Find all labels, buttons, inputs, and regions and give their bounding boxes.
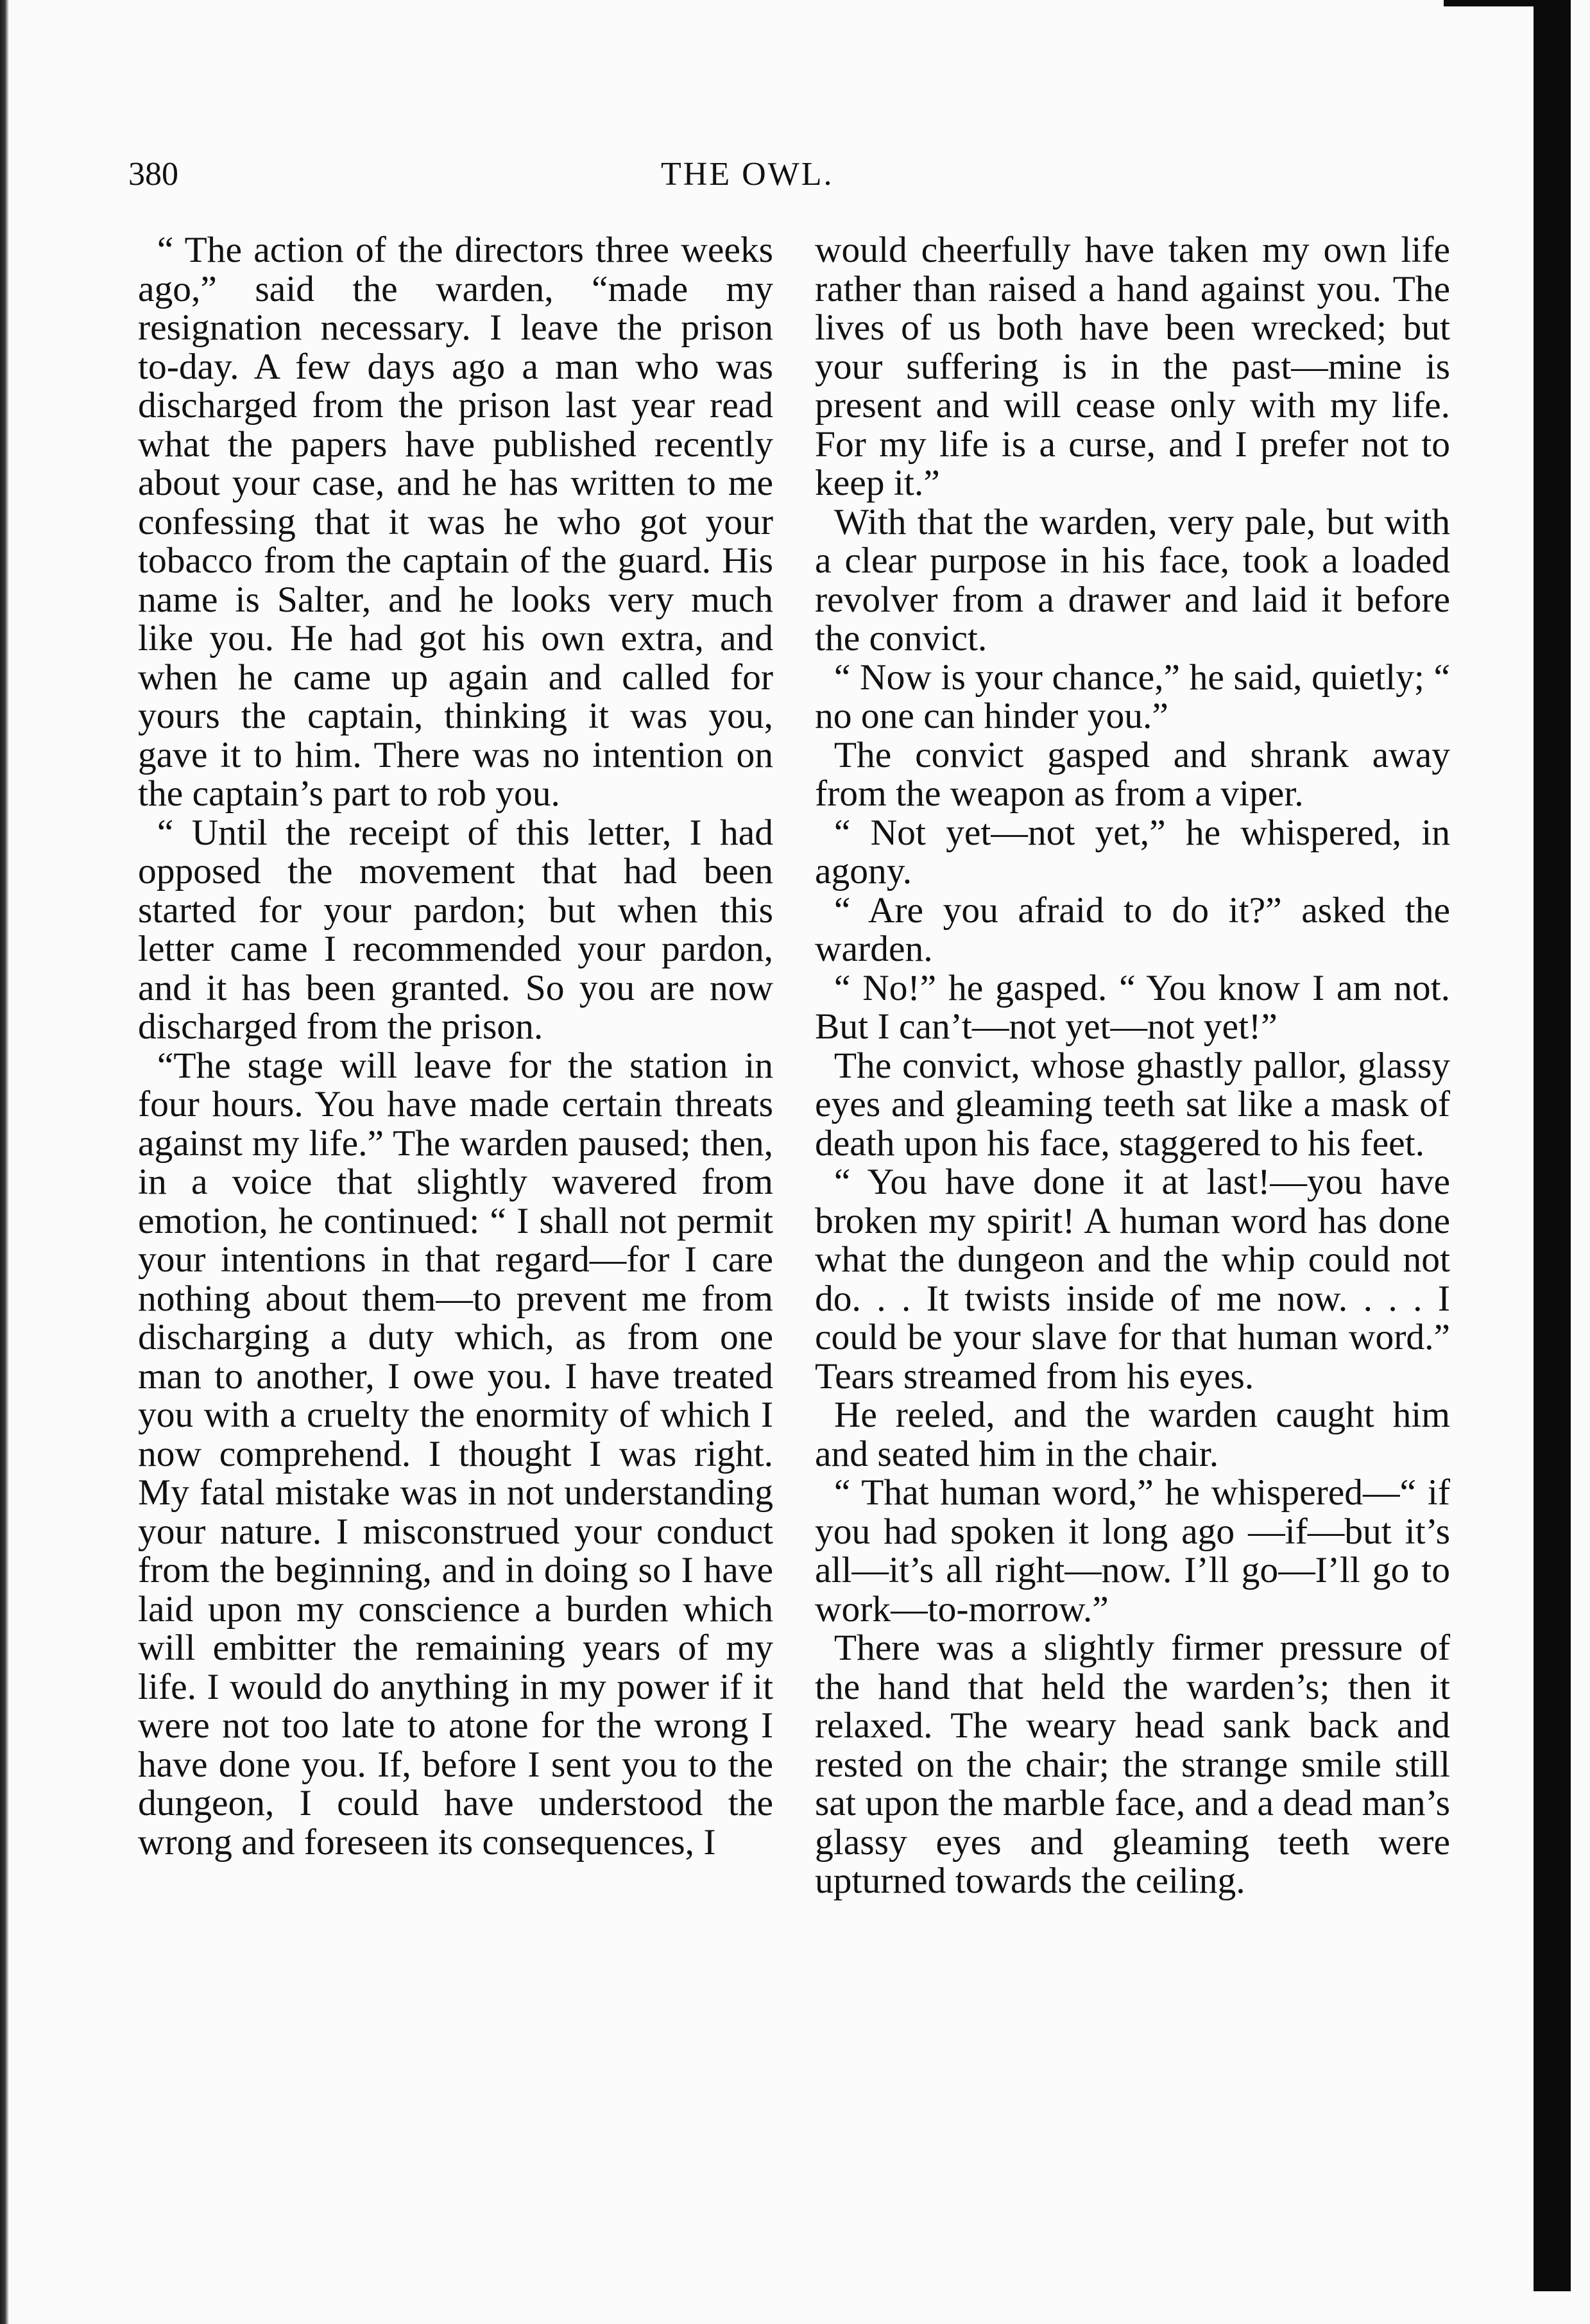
- paragraph: “ That human word,” he whispered—“ if you had spoken it long ago —if—but it’s all—it’s all right—now. I’ll go—I’ll go to work—to-morrow.”: [815, 1472, 1450, 1630]
- right-column: [815, 231, 1450, 2208]
- running-header: [128, 149, 905, 200]
- page-edge-rule-top: [1444, 0, 1571, 6]
- paragraph: “ No!” he gasped. “ You know I am not. But I can’t—not yet—not yet!”: [815, 967, 1450, 1047]
- paragraph: “ Not yet—not yet,” he whispered, in agony.: [815, 812, 1450, 891]
- left-column: [138, 231, 773, 2208]
- paragraph: There was a slightly firmer pressure of the hand that held the warden’s; then it relaxed. The weary head sank back and rested on the chair; the strange smile still sat upon the marble face, and a dead man’s glassy eyes and gleaming teeth were upturned towards the ceiling.: [815, 1628, 1450, 1901]
- paragraph: “ Are you afraid to do it?” asked the warden.: [815, 890, 1450, 969]
- paragraph: “ The action of the directors three weeks ago,” said the warden, “made my resignation necessary. I leave the prison to-day. A few days ago a man who was discharged from the prison last year read what the papers have published recently about your case, and he has written to me confessing that it was he who got your tobacco from the captain of the guard. His name is Salter, and he looks very much like you. He had got his own extra, and when he came up again and called for yours the captain, thinking it was you, gave it to him. There was no intention on the captain’s part to rob you.: [138, 231, 773, 814]
- paragraph: “ You have done it at last!—you have broken my spirit! A human word has done what the dungeon and the whip could not do. . . It twists inside of me now. . . . I could be your slave for that human word.” Tears streamed from his eyes.: [815, 1162, 1450, 1397]
- page-number: 380: [128, 156, 178, 193]
- paragraph: The convict, whose ghastly pallor, glassy eyes and gleaming teeth sat like a mask of death upon his face, staggered to his feet.: [815, 1045, 1450, 1164]
- paragraph: would cheerfully have taken my own life rather than raised a hand against you. The lives of us both have been wrecked; but your suffering is in the past—mine is present and will cease only with my life. For my life is a curse, and I prefer not to keep it.”: [815, 231, 1450, 503]
- paragraph: “ Until the receipt of this letter, I had opposed the movement that had been started for your pardon; but when this letter came I recommended your pardon, and it has been granted. So you are now discharged from the prison.: [138, 812, 773, 1047]
- paragraph: With that the warden, very pale, but with a clear purpose in his face, took a loaded revolver from a drawer and laid it before the convict.: [815, 501, 1450, 658]
- running-title: THE OWL.: [661, 156, 834, 193]
- paragraph: “The stage will leave for the station in four hours. You have made certain threats against my life.” The warden paused; then, in a voice that slightly wavered from emotion, he continued: “ I shall not permit your intentions in that regard—for I care nothing about them—to prevent me from discharging a duty which, as from one man to another, I owe you. I have treated you with a cruelty the enormity of which I now comprehend. I thought I was right. My fatal mistake was in not understanding your nature. I misconstrued your conduct from the beginning, and in doing so I have laid upon my conscience a burden which will embitter the remaining years of my life. I would do anything in my power if it were not too late to atone for the wrong I have done you. If, before I sent you to the dungeon, I could have understood the wrong and foreseen its consequences, I: [138, 1045, 773, 1863]
- paragraph: The convict gasped and shrank away from the weapon as from a viper.: [815, 734, 1450, 814]
- page-edge-rule: [1534, 6, 1571, 2291]
- paragraph: “ Now is your chance,” he said, quietly; “ no one can hinder you.”: [815, 657, 1450, 736]
- page-binding-shadow: [0, 0, 9, 2324]
- paragraph: He reeled, and the warden caught him and seated him in the chair.: [815, 1395, 1450, 1474]
